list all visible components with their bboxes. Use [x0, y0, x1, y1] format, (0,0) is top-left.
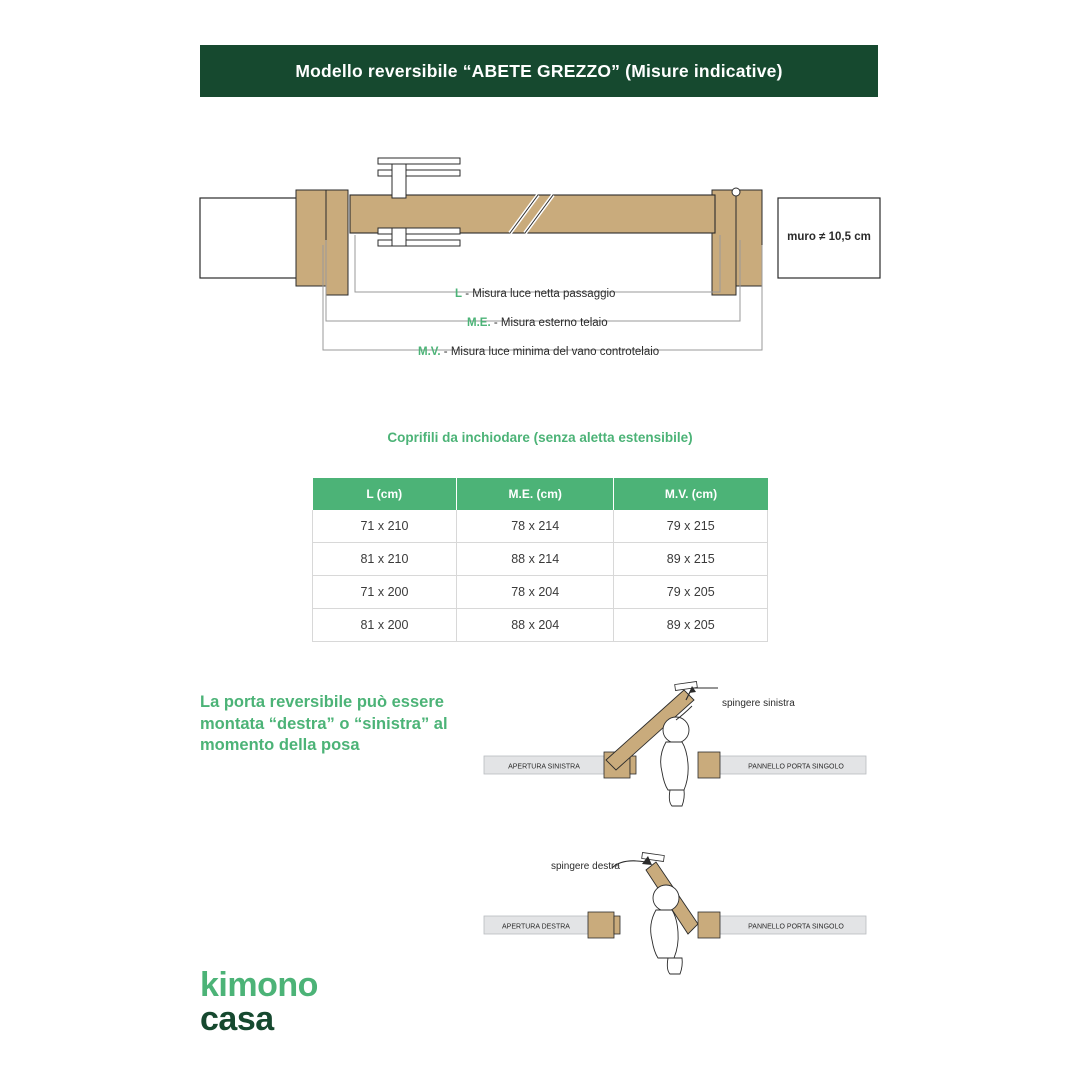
wall-thickness-label: muro ≠ 10,5 cm	[787, 231, 871, 243]
table-cell-l: 81 x 200	[313, 609, 457, 642]
panel-label-top: PANNELLO PORTA SINGOLO	[748, 763, 844, 771]
door-section-drawing	[180, 140, 900, 380]
illustration-opening-left	[470, 680, 890, 820]
page-header-banner	[200, 45, 878, 97]
table-header-mv: M.V. (cm)	[614, 478, 768, 510]
table-row	[313, 609, 768, 642]
table-cell-l: 71 x 200	[313, 576, 457, 609]
table-row	[313, 576, 768, 609]
dimension-text-l: - Misura luce netta passaggio	[462, 288, 616, 300]
logo-kimono: kimono	[200, 966, 318, 1004]
reversible-description: La porta reversibile può essere montata “destra” o “sinistra” al momento della posa	[200, 693, 448, 754]
table-cell-me: 78 x 214	[456, 510, 614, 543]
opening-left-label: APERTURA SINISTRA	[508, 763, 580, 771]
table-cell-mv: 89 x 205	[614, 609, 768, 642]
page-title: Modello reversibile “ABETE GREZZO” (Misure indicative)	[295, 60, 783, 81]
table-header-me: M.E. (cm)	[456, 478, 614, 510]
table-header-row	[313, 478, 768, 510]
dimension-key-me: M.E.	[467, 317, 491, 329]
table-row	[313, 510, 768, 543]
dimension-legend-mv	[418, 346, 659, 358]
table-cell-mv: 79 x 205	[614, 576, 768, 609]
table-cell-mv: 79 x 215	[614, 510, 768, 543]
dimension-key-l: L	[455, 288, 463, 300]
logo-casa: casa	[200, 1000, 274, 1038]
table-cell-me: 88 x 204	[456, 609, 614, 642]
illustration-opening-right	[470, 840, 890, 980]
brand-logo	[200, 968, 318, 1036]
table-cell-l: 81 x 210	[313, 543, 457, 576]
table-header-l: L (cm)	[313, 478, 457, 510]
dimension-legend-l	[455, 288, 615, 300]
table-caption: Coprifili da inchiodare (senza aletta estensibile)	[387, 430, 693, 445]
opening-right-label: APERTURA DESTRA	[502, 923, 570, 931]
table-row	[313, 543, 768, 576]
sizes-table	[312, 478, 768, 642]
table-cell-me: 88 x 214	[456, 543, 614, 576]
panel-label-bottom: PANNELLO PORTA SINGOLO	[748, 923, 844, 931]
dimension-text-mv: - Misura luce minima del vano controtelaio	[440, 346, 660, 358]
dimension-text-me: - Misura esterno telaio	[490, 317, 608, 329]
push-left-label: spingere sinistra	[722, 698, 795, 709]
table-cell-mv: 89 x 215	[614, 543, 768, 576]
table-cell-me: 78 x 204	[456, 576, 614, 609]
dimension-key-mv: M.V.	[418, 346, 441, 358]
push-right-label: spingere destra	[551, 861, 620, 872]
table-cell-l: 71 x 210	[313, 510, 457, 543]
dimension-legend-me	[467, 317, 608, 329]
